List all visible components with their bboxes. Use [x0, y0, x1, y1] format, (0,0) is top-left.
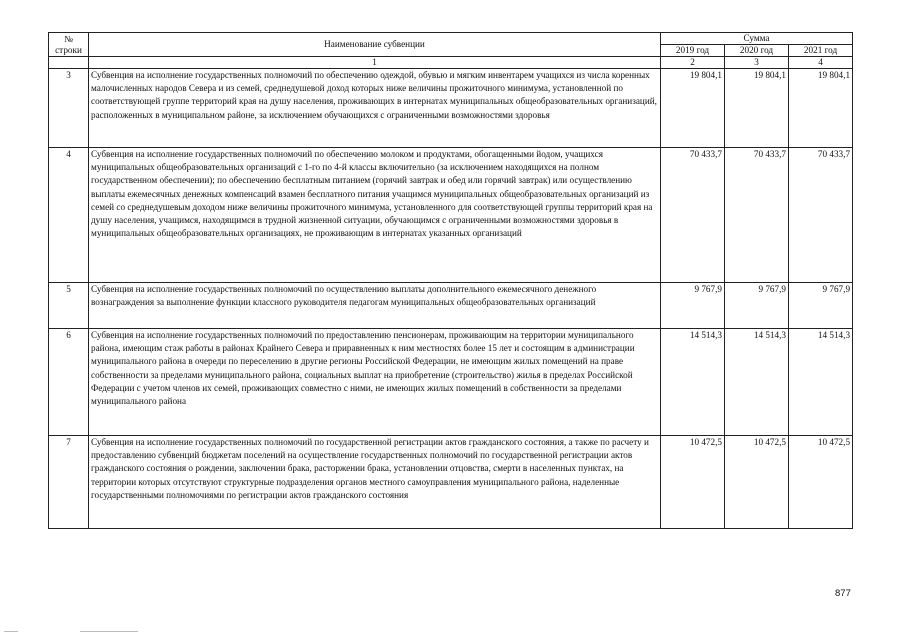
amount-2021: 19 804,1 — [789, 69, 853, 148]
amount-2021: 14 514,3 — [789, 329, 853, 436]
header-year-2021: 2021 год — [789, 45, 853, 57]
amount-2021: 9 767,9 — [789, 283, 853, 329]
header-year-2019: 2019 год — [661, 45, 725, 57]
amount-2020: 14 514,3 — [725, 329, 789, 436]
header-sum-cell: Сумма — [661, 33, 853, 45]
amount-2020: 10 472,5 — [725, 436, 789, 529]
subvention-name: Субвенция на исполнение государственных полномочий по предоставлению пенсионерам, проживающим на территории муниципального района, имеющим стаж работы в районах Крайнего Севера и приравненных к ним местностях более 15 лет и состоящим в администрации муниципального района в очереди по переселению в другие регионы Российской Федерации, не имеющим жилых помещений на праве собственности за пределами муниципального района, социальных выплат на приобретение (строительство) жилья в пределах Российской Федерации с учетом членов их семей, проживающих совместно с ними, не имеющих жилых помещений в собственности за пределами муниципального района — [89, 329, 661, 436]
table-row — [49, 69, 853, 148]
index-cell-4: 4 — [789, 57, 853, 69]
row-number: 5 — [49, 283, 89, 329]
subvention-name: Субвенция на исполнение государственных полномочий по осуществлению выплаты дополнительного ежемесячного денежного вознаграждения за выполнение функции классного руководителя педагогам муниципальных общеобразовательных организаций — [89, 283, 661, 329]
table-row — [49, 436, 853, 529]
index-row — [49, 57, 853, 69]
amount-2020: 9 767,9 — [725, 283, 789, 329]
amount-2020: 70 433,7 — [725, 148, 789, 283]
table-row — [49, 283, 853, 329]
header-num-top: № — [64, 33, 73, 44]
subvention-name: Субвенция на исполнение государственных полномочий по государственной регистрации актов гражданского состояния, а также по расчету и предоставлению субвенций бюджетам поселений на осуществление государственных полномочий по государственной регистрации актов гражданского состояния о рождении, заключении брака, расторжении брака, установлении отцовства, смерти в населенных пунктах, на территории которых отсутствуют структурные подразделения органов местного самоуправления муниципального района, наделенные государственными полномочиями по регистрации актов гражданского состояния — [89, 436, 661, 529]
amount-2019: 70 433,7 — [661, 148, 725, 283]
header-name-cell: Наименование субвенции — [89, 33, 661, 57]
table-row — [49, 329, 853, 436]
page-number: 877 — [835, 588, 851, 599]
amount-2021: 10 472,5 — [789, 436, 853, 529]
header-year-2020: 2020 год — [725, 45, 789, 57]
amount-2020: 19 804,1 — [725, 69, 789, 148]
scan-artifact-line-left — [4, 631, 18, 632]
subvention-name: Субвенция на исполнение государственных полномочий по обеспечению молоком и продуктами, обогащенными йодом, учащихся муниципальных общеобразовательных организаций с 1-го по 4-й классы включительно (за исключением находящихся на полном государственном обеспечении); по обеспечению бесплатным питанием (горячий завтрак и обед или горячий завтрак) или осуществлению выплаты ежемесячных денежных компенсаций взамен бесплатного питания учащимся муниципальных общеобразовательных организаций из семей со среднедушевым доходом ниже величины прожиточного минимума, установленного для соответствующей группы территорий края на душу населения, учащимся, находящимся в трудной жизненной ситуации, обучающимся с ограниченными возможностями здоровья в муниципальных общеобразовательных организациях, не проживающим в интернатах указанных организаций — [89, 148, 661, 283]
header-num-bottom: строки — [55, 44, 82, 55]
index-cell-3: 3 — [725, 57, 789, 69]
amount-2021: 70 433,7 — [789, 148, 853, 283]
scan-artifact-line-right — [80, 631, 138, 632]
header-num-cell — [49, 33, 89, 57]
header-row-1 — [49, 33, 853, 45]
amount-2019: 14 514,3 — [661, 329, 725, 436]
row-number: 3 — [49, 69, 89, 148]
row-number: 4 — [49, 148, 89, 283]
amount-2019: 19 804,1 — [661, 69, 725, 148]
subvention-name: Субвенция на исполнение государственных полномочий по обеспечению одеждой, обувью и мягким инвентарем учащихся из числа коренных малочисленных народов Севера и из семей, среднедушевой доход которых ниже величины прожиточного минимума, установленной по соответствующей группе территорий края на душу населения, проживающих в интернатах муниципальных общеобразовательных организаций, расположенных в муниципальном районе, за исключением обучающихся с ограниченными возможностями здоровья — [89, 69, 661, 148]
index-cell-0 — [49, 57, 89, 69]
row-number: 6 — [49, 329, 89, 436]
subvention-table-wrapper — [48, 32, 852, 529]
row-number: 7 — [49, 436, 89, 529]
table-row — [49, 148, 853, 283]
index-cell-1: 1 — [89, 57, 661, 69]
subvention-table — [48, 32, 853, 529]
amount-2019: 10 472,5 — [661, 436, 725, 529]
index-cell-2: 2 — [661, 57, 725, 69]
amount-2019: 9 767,9 — [661, 283, 725, 329]
